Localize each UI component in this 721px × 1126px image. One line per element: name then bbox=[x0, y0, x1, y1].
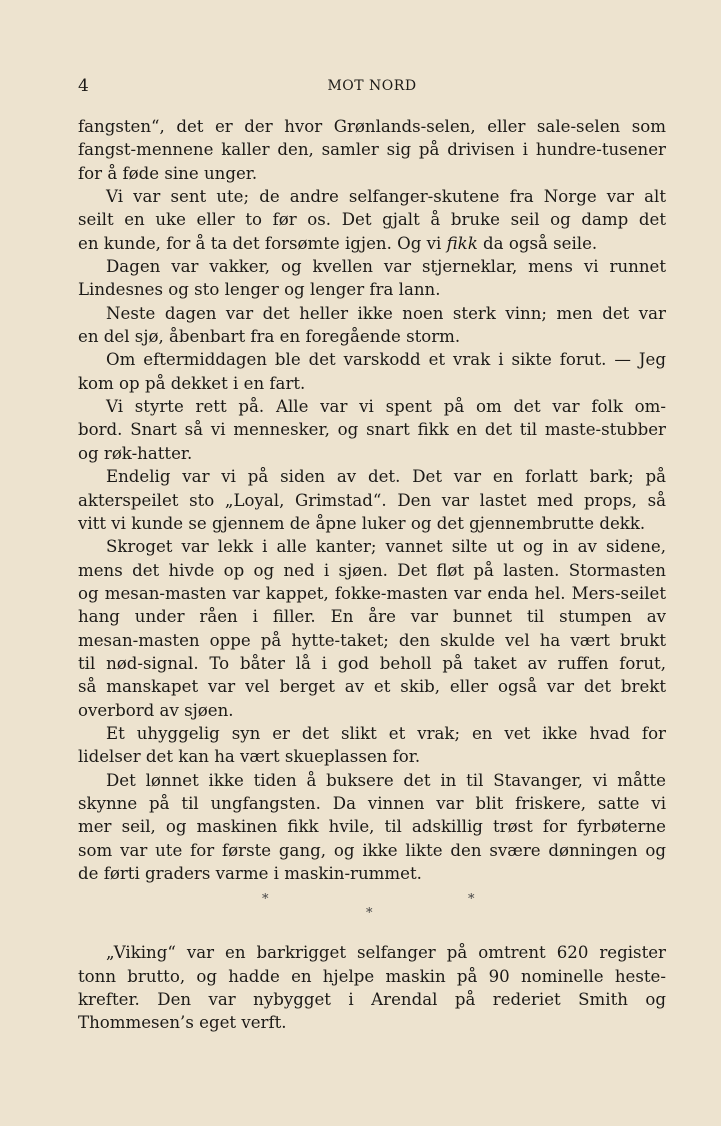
text-run: da også seile. bbox=[477, 233, 598, 253]
paragraph bbox=[78, 535, 666, 722]
text-line: bord. Snart så vi mennesker, og snart fikk en det til maste-stubber bbox=[78, 420, 666, 440]
text-line: Lindesnes og sto lenger og lenger fra lann. bbox=[78, 280, 441, 300]
text-line: Thommesen’s eget verft. bbox=[78, 1013, 287, 1033]
text-line: overbord av sjøen. bbox=[78, 700, 234, 720]
text-line: kom op på dekket i en fart. bbox=[78, 373, 306, 393]
paragraph bbox=[78, 185, 666, 255]
italic-word: fikk bbox=[446, 233, 478, 253]
running-head: MOT NORD bbox=[327, 78, 417, 94]
text-line: de førti graders varme i maskin-rummet. bbox=[78, 864, 422, 883]
text-line: Endelig var vi på siden av det. Det var en forlatt bark; på bbox=[106, 467, 666, 487]
asterisk: * bbox=[468, 892, 475, 908]
text-line: Vi styrte rett på. Alle var vi spent på om det var folk om- bbox=[106, 397, 666, 417]
section-separator bbox=[78, 885, 666, 931]
paragraph bbox=[78, 395, 666, 465]
text-line: Vi var sent ute; de andre selfanger-skutene fra Norge var alt bbox=[106, 187, 666, 207]
text-line: så manskapet var vel berget av et skib, eller også var det brekt bbox=[78, 677, 666, 697]
paragraph bbox=[78, 722, 666, 769]
text-line: mens det hivde op og ned i sjøen. Det fløt på lasten. Stormasten bbox=[78, 560, 666, 580]
asterisk: * bbox=[262, 892, 269, 908]
text-line: Skroget var lekk i alle kanter; vannet silte ut og in av sidene, bbox=[106, 537, 666, 557]
paragraph bbox=[78, 115, 666, 185]
text-line: Et uhyggelig syn er det slikt et vrak; en vet ikke hvad for bbox=[106, 723, 666, 743]
text-line: som var ute for første gang, og ikke likte den svære dønningen og bbox=[78, 840, 666, 860]
text-line: Neste dagen var det heller ikke noen sterk vinn; men det var bbox=[106, 303, 666, 323]
page-header bbox=[78, 76, 666, 100]
paragraph bbox=[78, 302, 666, 349]
paragraph bbox=[78, 941, 666, 1034]
text-line: „Viking“ var en barkrigget selfanger på omtrent 620 register bbox=[106, 943, 666, 963]
paragraph bbox=[78, 465, 666, 535]
text-line: krefter. Den var nybygget i Arendal på rederiet Smith og bbox=[78, 990, 666, 1010]
page-number: 4 bbox=[78, 76, 90, 96]
text-line: skynne på til ungfangsten. Da vinnen var blit friskere, satte vi bbox=[78, 793, 666, 813]
text-line: til nød-signal. To båter lå i god beholl på taket av ruffen forut, bbox=[78, 653, 666, 673]
text-line: akterspeilet sto „Loyal, Grimstad“. Den var lastet med props, så bbox=[78, 490, 666, 510]
body-text bbox=[78, 115, 666, 1035]
paragraph bbox=[78, 255, 666, 302]
text-line: fangsten“, det er der hvor Grønlands-selen, eller sale-selen som bbox=[78, 117, 666, 136]
asterisk: * bbox=[366, 906, 373, 922]
text-line: for å føde sine unger. bbox=[78, 163, 258, 183]
text-line: og mesan-masten var kappet, fokke-masten var enda hel. Mers-seilet bbox=[78, 583, 666, 603]
paragraph bbox=[78, 348, 666, 395]
text-line: mesan-masten oppe på hytte-taket; den skulde vel ha vært brukt bbox=[78, 630, 666, 650]
text-line: lidelser det kan ha vært skueplassen for. bbox=[78, 747, 421, 767]
text-line: Dagen var vakker, og kvellen var stjerneklar, mens vi runnet bbox=[106, 257, 666, 277]
text-line: Det lønnet ikke tiden å buksere det in til Stavanger, vi måtte bbox=[106, 770, 666, 790]
text-line: hang under råen i filler. En åre var bunnet til stumpen av bbox=[78, 607, 666, 627]
text-line bbox=[78, 232, 666, 255]
text-line: Om eftermiddagen ble det varskodd et vrak i sikte forut. — Jeg bbox=[106, 350, 666, 370]
text-line: vitt vi kunde se gjennem de åpne luker og det gjennembrutte dekk. bbox=[78, 513, 646, 533]
text-line: fangst-mennene kaller den, samler sig på drivisen i hundre-tusener bbox=[78, 140, 666, 160]
text-line: seilt en uke eller to før os. Det gjalt å bruke seil og damp det bbox=[78, 210, 666, 230]
text-run: en kunde, for å ta det forsømte igjen. Og vi bbox=[78, 233, 447, 253]
text-line: tonn brutto, og hadde en hjelpe maskin på 90 nominelle heste- bbox=[78, 966, 666, 986]
text-line: en del sjø, åbenbart fra en foregående storm. bbox=[78, 327, 461, 347]
text-line: mer seil, og maskinen fikk hvile, til adskillig trøst for fyrbøterne bbox=[78, 817, 666, 837]
text-line: og røk-hatter. bbox=[78, 443, 193, 463]
paragraph bbox=[78, 769, 666, 886]
